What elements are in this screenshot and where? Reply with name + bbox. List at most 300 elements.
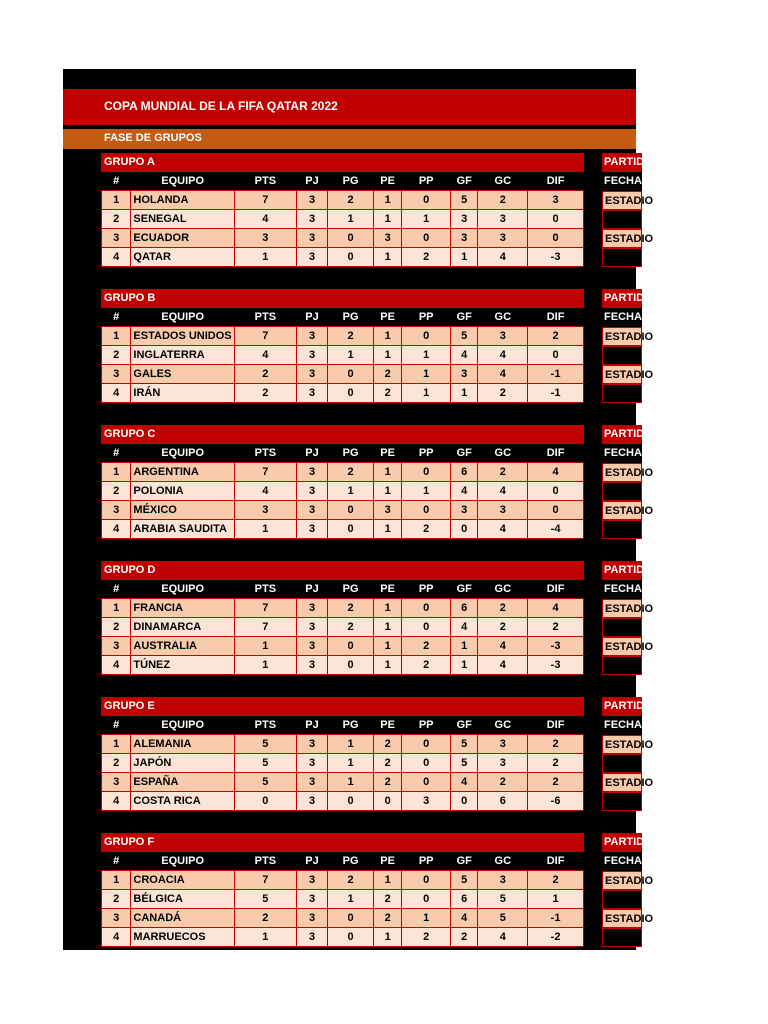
stat-cell[interactable]: 0: [328, 928, 374, 947]
stat-cell[interactable]: 3: [102, 909, 131, 928]
column-header: GF: [451, 580, 478, 599]
column-header: GC: [478, 580, 528, 599]
stat-cell[interactable]: 2: [328, 599, 374, 618]
stat-cell[interactable]: 0: [234, 792, 296, 811]
stat-cell[interactable]: 4: [234, 346, 296, 365]
stat-cell[interactable]: 1: [328, 210, 374, 229]
table-row: [102, 773, 584, 792]
stat-cell[interactable]: 2: [528, 327, 584, 346]
stat-cell[interactable]: 0: [328, 656, 374, 675]
stat-cell[interactable]: 1: [402, 909, 451, 928]
stat-cell[interactable]: 2: [373, 773, 401, 792]
stat-cell[interactable]: 0: [402, 599, 451, 618]
stat-cell[interactable]: 1: [234, 637, 296, 656]
stat-cell[interactable]: 1: [451, 637, 478, 656]
stat-cell[interactable]: 1: [328, 890, 374, 909]
stat-cell[interactable]: 1: [402, 384, 451, 403]
stat-cell[interactable]: 3: [296, 928, 327, 947]
team-cell[interactable]: MARRUECOS: [131, 928, 235, 947]
stat-cell[interactable]: 1: [373, 482, 401, 501]
stat-cell[interactable]: 2: [528, 773, 584, 792]
empty-cell[interactable]: [602, 754, 642, 773]
stat-cell[interactable]: 5: [478, 909, 528, 928]
column-header: PJ: [296, 308, 327, 327]
stat-cell[interactable]: 1: [234, 656, 296, 675]
stat-cell[interactable]: 2: [373, 735, 401, 754]
stat-cell[interactable]: 1: [402, 210, 451, 229]
stat-cell[interactable]: 5: [234, 735, 296, 754]
stat-cell[interactable]: 0: [402, 501, 451, 520]
stat-cell[interactable]: 1: [234, 928, 296, 947]
stat-cell[interactable]: 3: [451, 229, 478, 248]
team-cell[interactable]: SENEGAL: [131, 210, 235, 229]
stat-cell[interactable]: 4: [102, 248, 131, 267]
stat-cell[interactable]: 1: [373, 656, 401, 675]
stat-cell[interactable]: 3: [528, 191, 584, 210]
stat-cell[interactable]: 4: [102, 520, 131, 539]
stat-cell[interactable]: 0: [402, 871, 451, 890]
standings-table: [101, 852, 584, 947]
stat-cell[interactable]: 4: [234, 210, 296, 229]
stat-cell[interactable]: 4: [478, 928, 528, 947]
empty-cell[interactable]: [602, 482, 642, 501]
stat-cell[interactable]: 1: [451, 656, 478, 675]
stat-cell[interactable]: 1: [402, 346, 451, 365]
stat-cell[interactable]: 3: [296, 890, 327, 909]
team-cell[interactable]: QATAR: [131, 248, 235, 267]
stat-cell[interactable]: 3: [102, 365, 131, 384]
stat-cell[interactable]: 6: [478, 792, 528, 811]
stat-cell[interactable]: 2: [373, 384, 401, 403]
stat-cell[interactable]: 0: [328, 637, 374, 656]
stat-cell[interactable]: 3: [102, 501, 131, 520]
team-cell[interactable]: CROACIA: [131, 871, 235, 890]
stat-cell[interactable]: 0: [402, 754, 451, 773]
column-header: PE: [373, 444, 401, 463]
stat-cell[interactable]: 3: [296, 792, 327, 811]
team-cell[interactable]: BÉLGICA: [131, 890, 235, 909]
stat-cell[interactable]: 2: [234, 909, 296, 928]
stat-cell[interactable]: 1: [373, 248, 401, 267]
stat-cell[interactable]: 3: [296, 248, 327, 267]
team-cell[interactable]: ESTADOS UNIDOS: [131, 327, 235, 346]
stat-cell[interactable]: 4: [102, 928, 131, 947]
column-header: #: [102, 172, 131, 191]
stat-cell[interactable]: 4: [478, 346, 528, 365]
stat-cell[interactable]: 1: [402, 365, 451, 384]
stat-cell[interactable]: 5: [478, 890, 528, 909]
stat-cell[interactable]: 1: [234, 520, 296, 539]
stat-cell[interactable]: 0: [328, 792, 374, 811]
stat-cell[interactable]: 3: [296, 229, 327, 248]
team-cell[interactable]: CANADÁ: [131, 909, 235, 928]
stat-cell[interactable]: 7: [234, 327, 296, 346]
stat-cell[interactable]: 5: [234, 890, 296, 909]
stat-cell[interactable]: 3: [296, 656, 327, 675]
stat-cell[interactable]: 7: [234, 191, 296, 210]
stat-cell[interactable]: 1: [528, 890, 584, 909]
stat-cell[interactable]: 2: [528, 871, 584, 890]
stat-cell[interactable]: 3: [296, 773, 327, 792]
stat-cell[interactable]: 2: [373, 754, 401, 773]
column-header: EQUIPO: [131, 580, 235, 599]
stat-cell[interactable]: 3: [296, 735, 327, 754]
stat-cell[interactable]: 7: [234, 871, 296, 890]
stat-cell[interactable]: 1: [373, 463, 401, 482]
stat-cell[interactable]: 1: [373, 346, 401, 365]
stat-cell[interactable]: 2: [373, 365, 401, 384]
column-header: EQUIPO: [131, 444, 235, 463]
table-row: [102, 928, 584, 947]
stat-cell[interactable]: 1: [234, 248, 296, 267]
stat-cell[interactable]: 3: [296, 909, 327, 928]
table-row: [102, 618, 584, 637]
stat-cell[interactable]: 0: [373, 792, 401, 811]
empty-cell[interactable]: [602, 520, 642, 539]
stadium-cell: ESTADIO: [602, 191, 642, 210]
empty-cell[interactable]: [602, 618, 642, 637]
stat-cell[interactable]: 2: [234, 384, 296, 403]
stat-cell[interactable]: 6: [451, 599, 478, 618]
table-row: [102, 520, 584, 539]
column-header: GC: [478, 444, 528, 463]
stat-cell[interactable]: 5: [451, 754, 478, 773]
stat-cell[interactable]: 2: [102, 210, 131, 229]
stat-cell[interactable]: 2: [478, 463, 528, 482]
stat-cell[interactable]: 2: [102, 890, 131, 909]
title-bar: [63, 89, 636, 125]
stat-cell[interactable]: 5: [451, 191, 478, 210]
stat-cell[interactable]: 2: [328, 463, 374, 482]
stat-cell[interactable]: 1: [328, 754, 374, 773]
stat-cell[interactable]: 4: [451, 909, 478, 928]
stat-cell[interactable]: 4: [528, 463, 584, 482]
stat-cell[interactable]: 2: [328, 618, 374, 637]
stat-cell[interactable]: 2: [528, 735, 584, 754]
stat-cell[interactable]: 0: [328, 384, 374, 403]
group-table-2: [101, 289, 584, 403]
stat-cell[interactable]: 4: [478, 637, 528, 656]
stat-cell[interactable]: 1: [373, 871, 401, 890]
team-cell[interactable]: COSTA RICA: [131, 792, 235, 811]
stat-cell[interactable]: 0: [402, 191, 451, 210]
team-cell[interactable]: AUSTRALIA: [131, 637, 235, 656]
stat-cell[interactable]: 2: [102, 346, 131, 365]
date-header: FECHA: [602, 580, 642, 599]
empty-cell[interactable]: [602, 792, 642, 811]
stat-cell[interactable]: 3: [296, 871, 327, 890]
stat-cell[interactable]: 6: [451, 463, 478, 482]
stat-cell[interactable]: 2: [373, 909, 401, 928]
stat-cell[interactable]: 2: [102, 754, 131, 773]
stat-cell[interactable]: 2: [478, 384, 528, 403]
stat-cell[interactable]: 6: [451, 890, 478, 909]
stat-cell[interactable]: 1: [102, 599, 131, 618]
group-header: GRUPO A: [101, 153, 584, 172]
stat-cell[interactable]: 3: [296, 501, 327, 520]
stat-cell[interactable]: 0: [402, 327, 451, 346]
stat-cell[interactable]: 1: [402, 482, 451, 501]
stat-cell[interactable]: 3: [296, 346, 327, 365]
stat-cell[interactable]: 3: [402, 792, 451, 811]
empty-cell[interactable]: [602, 210, 642, 229]
empty-cell[interactable]: [602, 928, 642, 947]
stat-cell[interactable]: 3: [296, 365, 327, 384]
empty-cell[interactable]: [602, 346, 642, 365]
stat-cell[interactable]: 3: [451, 365, 478, 384]
stat-cell[interactable]: 1: [373, 210, 401, 229]
stat-cell[interactable]: 2: [478, 599, 528, 618]
stat-cell[interactable]: 3: [296, 191, 327, 210]
stadium-cell: ESTADIO: [602, 229, 642, 248]
team-cell[interactable]: ESPAÑA: [131, 773, 235, 792]
stat-cell[interactable]: 3: [296, 637, 327, 656]
stat-cell[interactable]: 1: [373, 599, 401, 618]
stat-cell[interactable]: -3: [528, 637, 584, 656]
stat-cell[interactable]: 1: [328, 773, 374, 792]
stat-cell[interactable]: 0: [528, 346, 584, 365]
stat-cell[interactable]: 1: [102, 735, 131, 754]
stat-cell[interactable]: 1: [373, 928, 401, 947]
stat-cell[interactable]: 3: [478, 229, 528, 248]
stat-cell[interactable]: 4: [478, 248, 528, 267]
stat-cell[interactable]: 5: [234, 754, 296, 773]
stat-cell[interactable]: 0: [528, 501, 584, 520]
stat-cell[interactable]: 0: [402, 463, 451, 482]
stat-cell[interactable]: 4: [102, 792, 131, 811]
column-header: PG: [328, 852, 374, 871]
stat-cell[interactable]: 0: [328, 229, 374, 248]
stat-cell[interactable]: 3: [373, 501, 401, 520]
stat-cell[interactable]: 0: [328, 909, 374, 928]
stat-cell[interactable]: 1: [102, 191, 131, 210]
matches-panel: [602, 425, 661, 539]
stat-cell[interactable]: 3: [373, 229, 401, 248]
stat-cell[interactable]: 2: [402, 520, 451, 539]
team-cell[interactable]: TÚNEZ: [131, 656, 235, 675]
column-header: EQUIPO: [131, 172, 235, 191]
table-row: [102, 482, 584, 501]
standings-table: [101, 716, 584, 811]
team-cell[interactable]: MÉXICO: [131, 501, 235, 520]
stat-cell[interactable]: -1: [528, 909, 584, 928]
stat-cell[interactable]: 0: [402, 773, 451, 792]
stat-cell[interactable]: 1: [451, 248, 478, 267]
stat-cell[interactable]: 3: [296, 482, 327, 501]
stat-cell[interactable]: 0: [528, 229, 584, 248]
header-row: [102, 716, 584, 735]
stat-cell[interactable]: 4: [234, 482, 296, 501]
stat-cell[interactable]: 2: [478, 773, 528, 792]
stat-cell[interactable]: 3: [451, 501, 478, 520]
stat-cell[interactable]: 1: [451, 384, 478, 403]
stat-cell[interactable]: 1: [373, 637, 401, 656]
team-cell[interactable]: ARABIA SAUDITA: [131, 520, 235, 539]
stat-cell[interactable]: 2: [402, 637, 451, 656]
stat-cell[interactable]: 1: [102, 327, 131, 346]
team-cell[interactable]: POLONIA: [131, 482, 235, 501]
column-header: DIF: [528, 716, 584, 735]
stat-cell[interactable]: 3: [478, 210, 528, 229]
stat-cell[interactable]: 2: [402, 248, 451, 267]
team-cell[interactable]: DINAMARCA: [131, 618, 235, 637]
stat-cell[interactable]: 3: [296, 384, 327, 403]
stat-cell[interactable]: 5: [451, 327, 478, 346]
stat-cell[interactable]: 4: [451, 618, 478, 637]
stat-cell[interactable]: 4: [478, 520, 528, 539]
empty-cell[interactable]: [602, 656, 642, 675]
stat-cell[interactable]: 5: [234, 773, 296, 792]
stat-cell[interactable]: 1: [102, 463, 131, 482]
stat-cell[interactable]: 2: [402, 656, 451, 675]
stat-cell[interactable]: 0: [328, 520, 374, 539]
stat-cell[interactable]: 0: [328, 365, 374, 384]
stat-cell[interactable]: 0: [528, 210, 584, 229]
stat-cell[interactable]: -6: [528, 792, 584, 811]
column-header: GF: [451, 444, 478, 463]
stat-cell[interactable]: 5: [451, 735, 478, 754]
column-header: PG: [328, 444, 374, 463]
stat-cell[interactable]: -2: [528, 928, 584, 947]
empty-cell[interactable]: [602, 384, 642, 403]
column-header: PE: [373, 716, 401, 735]
team-cell[interactable]: ECUADOR: [131, 229, 235, 248]
stat-cell[interactable]: 1: [373, 520, 401, 539]
page-title: COPA MUNDIAL DE LA FIFA QATAR 2022: [104, 99, 338, 113]
stat-cell[interactable]: 4: [451, 482, 478, 501]
matches-panel: [602, 697, 661, 811]
stat-cell[interactable]: 3: [296, 618, 327, 637]
stat-cell[interactable]: -1: [528, 384, 584, 403]
stat-cell[interactable]: 2: [528, 618, 584, 637]
team-cell[interactable]: ARGENTINA: [131, 463, 235, 482]
stat-cell[interactable]: 1: [328, 346, 374, 365]
team-cell[interactable]: IRÁN: [131, 384, 235, 403]
stat-cell[interactable]: 4: [102, 384, 131, 403]
stat-cell[interactable]: 3: [478, 754, 528, 773]
stat-cell[interactable]: 3: [296, 520, 327, 539]
stat-cell[interactable]: 3: [478, 735, 528, 754]
column-header: PE: [373, 852, 401, 871]
stat-cell[interactable]: 3: [102, 637, 131, 656]
column-header: GF: [451, 716, 478, 735]
group-table-6: [101, 833, 584, 947]
stat-cell[interactable]: 1: [373, 191, 401, 210]
stat-cell[interactable]: 0: [528, 482, 584, 501]
team-cell[interactable]: ALEMANIA: [131, 735, 235, 754]
stat-cell[interactable]: 3: [296, 210, 327, 229]
stat-cell[interactable]: 1: [373, 618, 401, 637]
stat-cell[interactable]: 3: [478, 327, 528, 346]
stat-cell[interactable]: 7: [234, 618, 296, 637]
date-header: FECHA: [602, 716, 642, 735]
stat-cell[interactable]: 4: [478, 656, 528, 675]
team-cell[interactable]: JAPÓN: [131, 754, 235, 773]
stat-cell[interactable]: 3: [234, 229, 296, 248]
stat-cell[interactable]: 4: [478, 482, 528, 501]
stat-cell[interactable]: -1: [528, 365, 584, 384]
team-cell[interactable]: GALES: [131, 365, 235, 384]
stat-cell[interactable]: 2: [328, 191, 374, 210]
stat-cell[interactable]: 1: [373, 327, 401, 346]
stat-cell[interactable]: 3: [296, 463, 327, 482]
matches-panel: [602, 561, 661, 675]
stat-cell[interactable]: 1: [102, 871, 131, 890]
team-cell[interactable]: INGLATERRA: [131, 346, 235, 365]
matches-panel: [602, 289, 661, 403]
stat-cell[interactable]: 0: [402, 618, 451, 637]
stat-cell[interactable]: 3: [102, 773, 131, 792]
stat-cell[interactable]: 2: [402, 928, 451, 947]
stat-cell[interactable]: 3: [234, 501, 296, 520]
stat-cell[interactable]: 2: [328, 871, 374, 890]
stat-cell[interactable]: 4: [102, 656, 131, 675]
empty-cell[interactable]: [602, 248, 642, 267]
stat-cell[interactable]: 2: [234, 365, 296, 384]
stat-cell[interactable]: 2: [478, 191, 528, 210]
stat-cell[interactable]: -3: [528, 248, 584, 267]
stat-cell[interactable]: 7: [234, 463, 296, 482]
stat-cell[interactable]: 0: [451, 792, 478, 811]
stat-cell[interactable]: 2: [328, 327, 374, 346]
stat-cell[interactable]: 3: [296, 754, 327, 773]
stat-cell[interactable]: 3: [102, 229, 131, 248]
stat-cell[interactable]: 1: [328, 735, 374, 754]
stat-cell[interactable]: 7: [234, 599, 296, 618]
stat-cell[interactable]: 3: [451, 210, 478, 229]
stat-cell[interactable]: 5: [451, 871, 478, 890]
stat-cell[interactable]: 1: [328, 482, 374, 501]
stat-cell[interactable]: 4: [451, 773, 478, 792]
column-header: PP: [402, 172, 451, 191]
stat-cell[interactable]: 2: [373, 890, 401, 909]
header-row: [102, 580, 584, 599]
stat-cell[interactable]: 2: [102, 618, 131, 637]
stat-cell[interactable]: 3: [296, 599, 327, 618]
stat-cell[interactable]: 2: [451, 928, 478, 947]
stat-cell[interactable]: 0: [328, 501, 374, 520]
stat-cell[interactable]: 0: [328, 248, 374, 267]
stat-cell[interactable]: 4: [528, 599, 584, 618]
team-cell[interactable]: FRANCIA: [131, 599, 235, 618]
stat-cell[interactable]: 2: [478, 618, 528, 637]
group-table-3: [101, 425, 584, 539]
stat-cell[interactable]: 0: [402, 890, 451, 909]
column-header: GC: [478, 172, 528, 191]
stat-cell[interactable]: 2: [528, 754, 584, 773]
stat-cell[interactable]: 4: [478, 365, 528, 384]
stat-cell[interactable]: 3: [478, 871, 528, 890]
column-header: PE: [373, 172, 401, 191]
group-header: GRUPO F: [101, 833, 584, 852]
column-header: #: [102, 852, 131, 871]
empty-cell[interactable]: [602, 890, 642, 909]
stat-cell[interactable]: 4: [451, 346, 478, 365]
phase-bar: [63, 129, 636, 149]
stat-cell[interactable]: 3: [296, 327, 327, 346]
stat-cell[interactable]: 0: [402, 735, 451, 754]
stat-cell[interactable]: 0: [451, 520, 478, 539]
team-cell[interactable]: HOLANDA: [131, 191, 235, 210]
stat-cell[interactable]: 0: [402, 229, 451, 248]
header-row: [102, 444, 584, 463]
column-header: PE: [373, 308, 401, 327]
stat-cell[interactable]: 2: [102, 482, 131, 501]
stat-cell[interactable]: 3: [478, 501, 528, 520]
stat-cell[interactable]: -4: [528, 520, 584, 539]
group-table-4: [101, 561, 584, 675]
stat-cell[interactable]: -3: [528, 656, 584, 675]
